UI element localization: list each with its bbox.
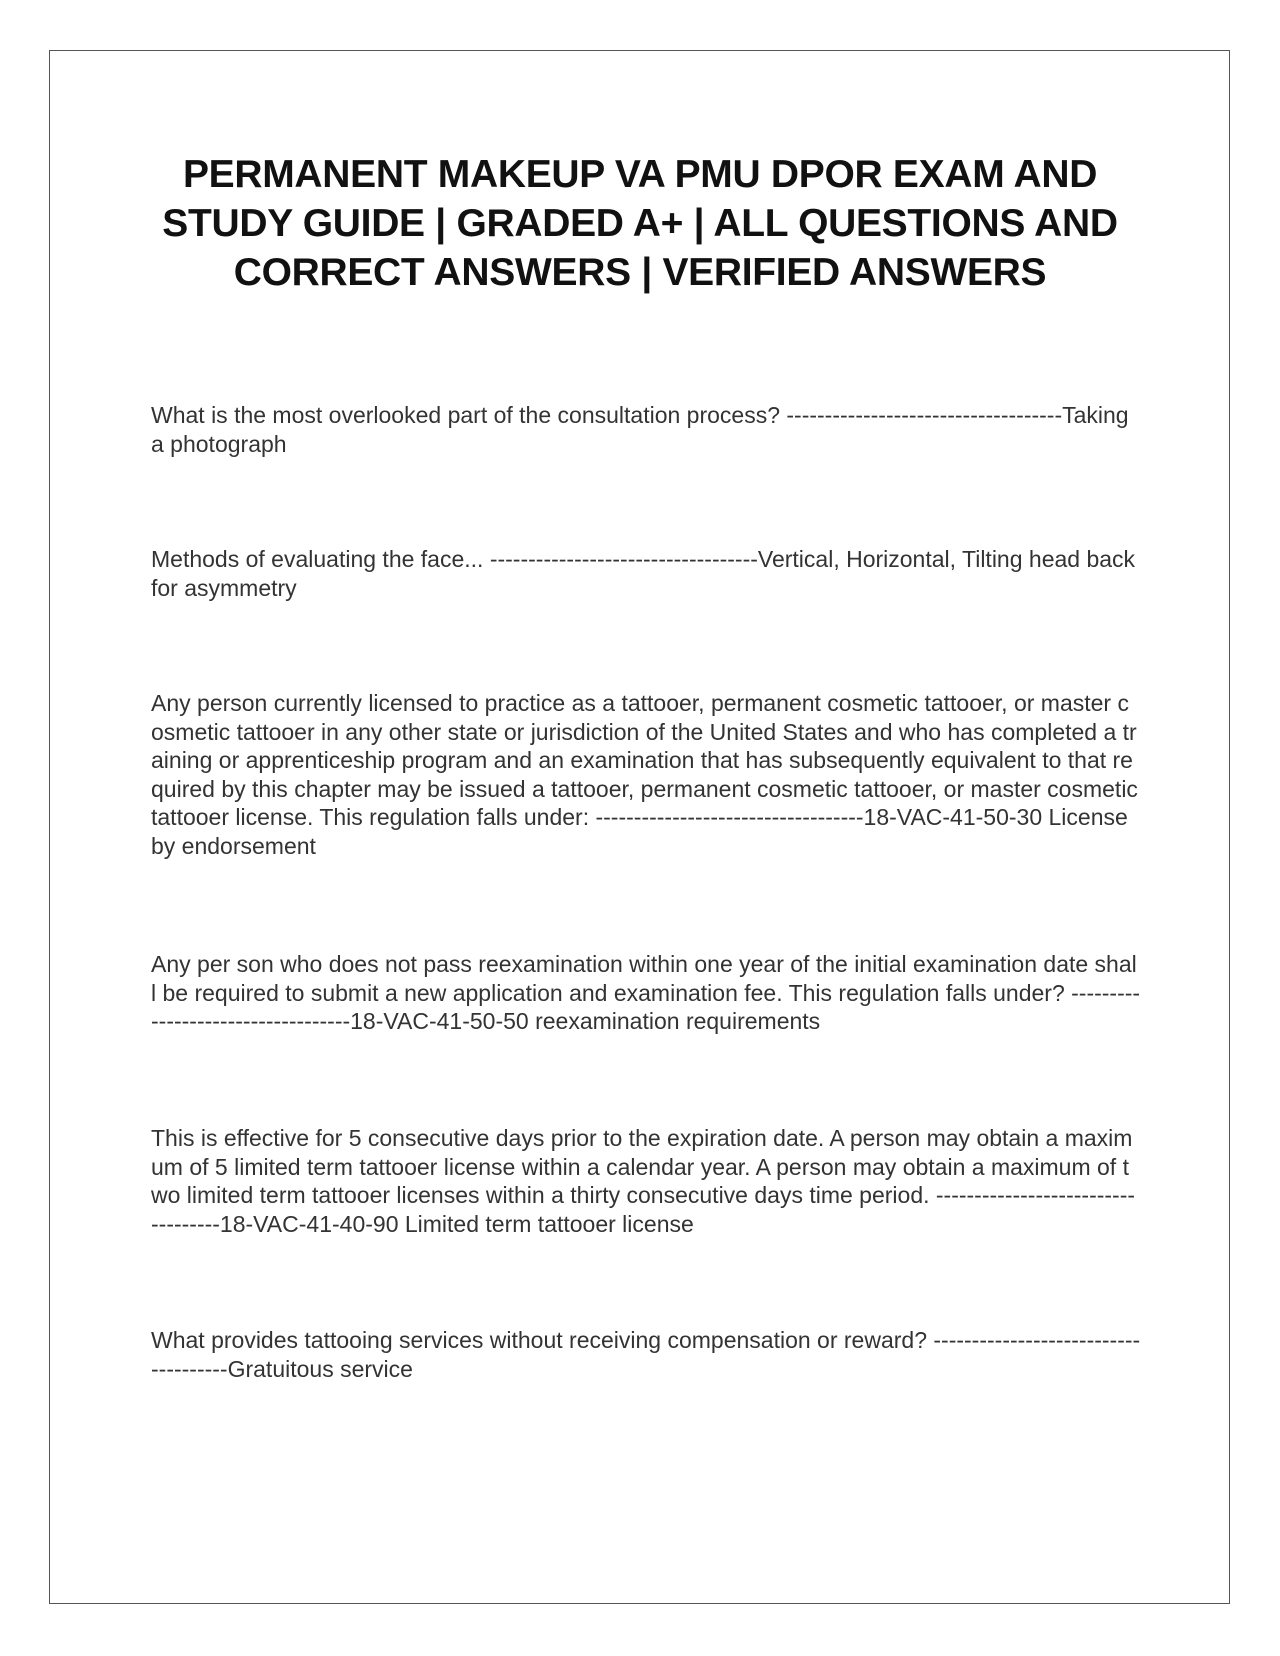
qa-item-4: Any per son who does not pass reexamination within one year of the initial examination date shall be required to submit a new application and examination fee. This regulation falls under? -----------------------------------18-VAC-41-50-50 reexamination requirements — [151, 951, 1141, 1034]
qa-item-6: What provides tattooing services without receiving compensation or reward? -------------------------------------Gratuitous service — [151, 1327, 1141, 1382]
qa-item-2: Methods of evaluating the face... -----------------------------------Vertical, Horizontal, Tilting head back for asymmetry — [151, 546, 1136, 601]
qa-item-1: What is the most overlooked part of the consultation process? ------------------------------------Taking a photograph — [151, 402, 1129, 457]
document-title: PERMANENT MAKEUP VA PMU DPOR EXAM AND STUDY GUIDE | GRADED A+ | ALL QUESTIONS AND CORRECT ANSWERS | VERIFIED ANSWERS — [162, 153, 1118, 294]
qa-item-5: This is effective for 5 consecutive days prior to the expiration date. A person may obtain a maximum of 5 limited term tattooer license within a calendar year. A person may obtain a maximum of two limited term tattooer licenses within a thirty consecutive days time period. -----------------------------------18-VAC-41-40-90 Limited term tattooer license — [151, 1125, 1136, 1237]
qa-item-3: Any person currently licensed to practice as a tattooer, permanent cosmetic tattooer, or master cosmetic tattooer in any other state or jurisdiction of the United States and who has completed a training or apprenticeship program and an examination that has subsequently equivalent to that required by this chapter may be issued a tattooer, permanent cosmetic tattooer, or master cosmetic tattooer license. This regulation falls under: -----------------------------------18-VAC-41-50-30 License by endorsement — [151, 690, 1138, 859]
